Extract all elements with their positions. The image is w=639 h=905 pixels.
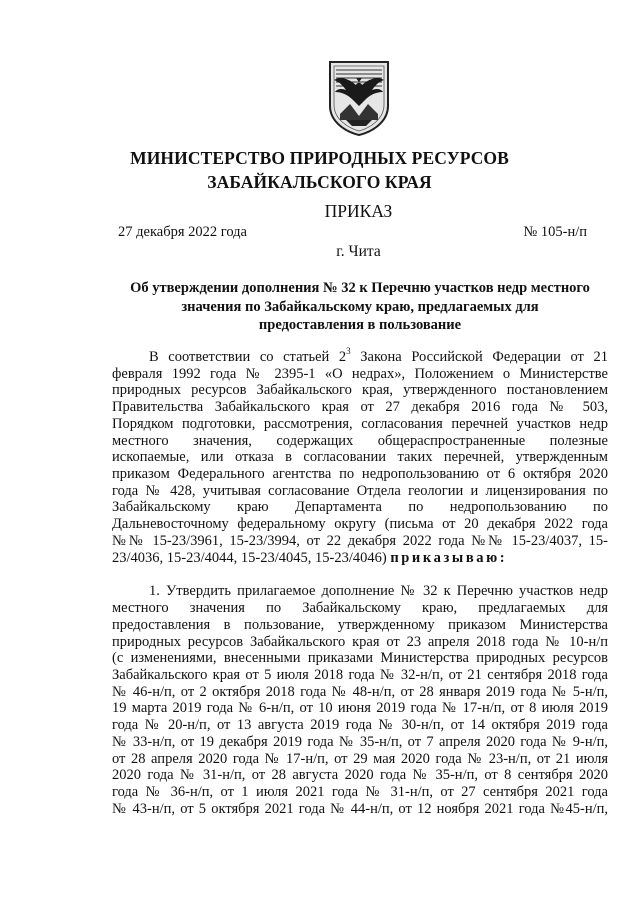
text-line: местного значения, содержащих общераспространенные полезные xyxy=(112,432,608,449)
paragraph-preamble xyxy=(112,346,608,566)
order-number: № 105-н/п xyxy=(523,224,587,240)
text-line: № 33-н/п, от 19 декабря 2019 года № 35-н/п, от 7 апреля 2020 года № 9-н/п, xyxy=(112,733,608,750)
ministry-name-line2: ЗАБАЙКАЛЬСКОГО КРАЯ xyxy=(207,172,432,192)
text-line: местного значения по Забайкальскому краю, предлагаемых для xyxy=(112,600,608,617)
text-line: года № 36-н/п, от 1 июля 2021 года № 31-н/п, от 27 сентября 2021 года xyxy=(112,783,608,800)
order-date: 27 декабря 2022 года xyxy=(118,224,247,240)
order-heading-line2: значения по Забайкальскому краю, предлагаемых для xyxy=(181,298,539,315)
zabaykalsky-krai-coat-of-arms-icon xyxy=(326,58,392,136)
order-city: г. Чита xyxy=(336,243,381,260)
text-line: 19 марта 2019 года № 6-н/п, от 10 июня 2019 года № 17-н/п, от 8 июля 2019 xyxy=(112,700,608,717)
text-line: № 43-н/п, от 5 октября 2021 года № 44-н/п, от 12 ноября 2021 года №45-н/п, xyxy=(112,800,608,817)
text-line: года № 20-н/п, от 13 августа 2019 года № 30-н/п, от 14 октября 2019 года xyxy=(112,717,608,734)
text-line: (с изменениями, внесенными приказами Министерства природных ресурсов xyxy=(112,650,608,667)
text-line: Правительства Забайкальского края от 27 декабря 2016 года № 503, xyxy=(112,399,608,416)
text-line xyxy=(112,346,608,366)
text-line: от 28 апреля 2020 года № 17-н/п, от 29 мая 2020 года № 23-н/п, от 21 июля xyxy=(112,750,608,767)
text-line: № 46-н/п, от 2 октября 2018 года № 48-н/п, от 28 января 2019 года № 5-н/п, xyxy=(112,683,608,700)
order-heading-line3: предоставления в пользование xyxy=(258,317,462,333)
superscript: 3 xyxy=(346,346,351,357)
order-heading-line1: Об утверждении дополнения № 32 к Перечню участков недр местного xyxy=(130,280,590,296)
text-line: Забайкальского края от 5 июля 2018 года № 32-н/п, от 21 сентября 2018 года xyxy=(112,666,608,683)
document-body xyxy=(112,346,608,817)
text-line: 2020 года № 31-н/п, от 28 августа 2020 года № 35-н/п, от 8 сентября 2020 xyxy=(112,767,608,784)
text-line: 1. Утвердить прилагаемое дополнение № 32 к Перечню участков недр xyxy=(149,583,608,600)
text-line: года № 428, учитывая согласование Отдела геологии и лицензирования по xyxy=(112,482,608,499)
text-line: февраля 1992 года № 2395-1 «О недрах», Положением о Министерстве xyxy=(112,365,608,382)
text-line: Дальневосточному федеральному округу (письма от 20 декабря 2022 года xyxy=(112,516,608,533)
text-line: №№ 15-23/3961, 15-23/3994, от 22 декабря 2022 года №№ 15-23/4037, 15- xyxy=(112,532,608,549)
order-title: ПРИКАЗ xyxy=(324,201,393,221)
ministry-name-line1: МИНИСТЕРСТВО ПРИРОДНЫХ РЕСУРСОВ xyxy=(130,148,509,168)
text-fragment: Закона Российской Федерации от 21 xyxy=(350,349,608,365)
ministry-name xyxy=(0,146,639,194)
text-fragment: В соответствии со статьей 2 xyxy=(149,349,347,365)
text-line: природных ресурсов Забайкальского края, утвержденного постановлением xyxy=(112,382,608,399)
text-line: природных ресурсов Забайкальского края от 23 апреля 2018 года № 10-н/п xyxy=(112,633,608,650)
text-fragment: 23/4036, 15-23/4044, 15-23/4045, 15-23/4046) xyxy=(112,549,391,566)
text-line: Забайкальскому краю Департамента по недропользованию по xyxy=(112,499,608,516)
text-line xyxy=(112,550,608,567)
order-heading xyxy=(100,279,620,335)
paragraph-item-1 xyxy=(112,583,608,817)
order-verb: приказываю: xyxy=(390,549,508,566)
text-line: приказом Федерального агентства по недропользованию от 6 октября 2020 xyxy=(112,466,608,483)
text-line: Порядком подготовки, рассмотрения, согласования перечней участков недр xyxy=(112,415,608,432)
text-line: предоставления в пользование, утвержденному приказом Министерства xyxy=(112,616,608,633)
text-line: ископаемые, или отказа в согласовании таких перечней, утвержденным xyxy=(112,449,608,466)
